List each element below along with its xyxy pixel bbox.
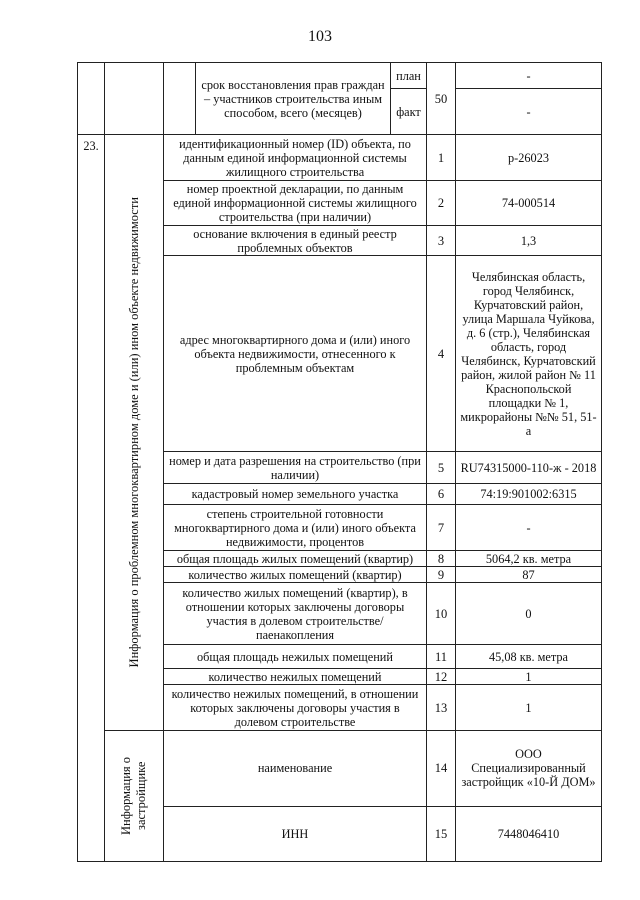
fact-value: - — [456, 89, 602, 135]
row-value: 87 — [456, 567, 602, 583]
blank-cell — [105, 63, 164, 135]
row-number: 8 — [427, 551, 456, 567]
row-label: основание включения в единый реестр проблемных объектов — [164, 226, 427, 256]
blank-cell — [164, 63, 196, 135]
row-number: 10 — [427, 583, 456, 645]
row-value: 45,08 кв. метра — [456, 645, 602, 669]
section-developer-label: Информация о застройщике — [119, 757, 148, 836]
row-value: 1 — [456, 685, 602, 731]
row-number: 6 — [427, 484, 456, 505]
row-value: 1 — [456, 669, 602, 685]
row-label: степень строительной готовности многоквартирного дома и (или) иного объекта недвижимости, процентов — [164, 505, 427, 551]
row-number: 13 — [427, 685, 456, 731]
row-label: ИНН — [164, 806, 427, 861]
section-object-header — [105, 135, 164, 731]
row-label: номер и дата разрешения на строительство (при наличии) — [164, 452, 427, 484]
plan-value: - — [456, 63, 602, 89]
row-value: р-26023 — [456, 135, 602, 181]
row-number: 3 — [427, 226, 456, 256]
row-number: 14 — [427, 731, 456, 807]
row-label: номер проектной декларации, по данным единой информационной системы жилищного строительства (при наличии) — [164, 181, 427, 226]
row-value: 0 — [456, 583, 602, 645]
row-label: количество жилых помещений (квартир) — [164, 567, 427, 583]
row-label: количество нежилых помещений, в отношении которых заключены договоры участия в долевом строительстве — [164, 685, 427, 731]
row-value: 74-000514 — [456, 181, 602, 226]
blank-cell — [78, 63, 105, 135]
row-number: 5 — [427, 452, 456, 484]
row-number: 9 — [427, 567, 456, 583]
row-value: 74:19:901002:6315 — [456, 484, 602, 505]
row-value: RU74315000-110-ж - 2018 — [456, 452, 602, 484]
object-info-table — [77, 62, 602, 862]
row-label: наименование — [164, 731, 427, 807]
plan-label: план — [391, 63, 427, 89]
row-value: ООО Специализированный застройщик «10-Й ДОМ» — [456, 731, 602, 807]
row-label: идентификационный номер (ID) объекта, по данным единой информационной системы жилищного строительства — [164, 135, 427, 181]
row-label: адрес многоквартирного дома и (или) иного объекта недвижимости, отнесенного к проблемным объектам — [164, 256, 427, 452]
row-value: Челябинская область, город Челябинск, Курчатовский район, улица Маршала Чуйкова, д. 6 (стр.), Челябинская область, город Челябинск, Курчатовский район, жилой район № 11 Краснопольской площадки № 1, микрорайоны №№ 51, 51-а — [456, 256, 602, 452]
row-value: 7448046410 — [456, 806, 602, 861]
section-object-label: Информация о проблемном многоквартирном доме и (или) ином объекте недвижимости — [126, 197, 141, 668]
row-value: 1,3 — [456, 226, 602, 256]
restoration-term-label: срок восстановления прав граждан – участников строительства иным способом, всего (месяцев) — [196, 63, 391, 135]
section-developer-header — [105, 731, 164, 862]
row-label: количество жилых помещений (квартир), в отношении которых заключены договоры участия в долевом строительстве/паенакопления — [164, 583, 427, 645]
fact-label: факт — [391, 89, 427, 135]
row-number: 4 — [427, 256, 456, 452]
row-label: количество нежилых помещений — [164, 669, 427, 685]
row-label: общая площадь жилых помещений (квартир) — [164, 551, 427, 567]
row-number: 50 — [427, 63, 456, 135]
row-number: 7 — [427, 505, 456, 551]
row-number: 12 — [427, 669, 456, 685]
row-value: 5064,2 кв. метра — [456, 551, 602, 567]
row-label: общая площадь нежилых помещений — [164, 645, 427, 669]
row-label: кадастровый номер земельного участка — [164, 484, 427, 505]
row-number: 2 — [427, 181, 456, 226]
row-number: 1 — [427, 135, 456, 181]
row-value: - — [456, 505, 602, 551]
page-number: 103 — [308, 28, 332, 45]
row-number: 11 — [427, 645, 456, 669]
row-number: 15 — [427, 806, 456, 861]
item-index: 23. — [78, 135, 105, 862]
